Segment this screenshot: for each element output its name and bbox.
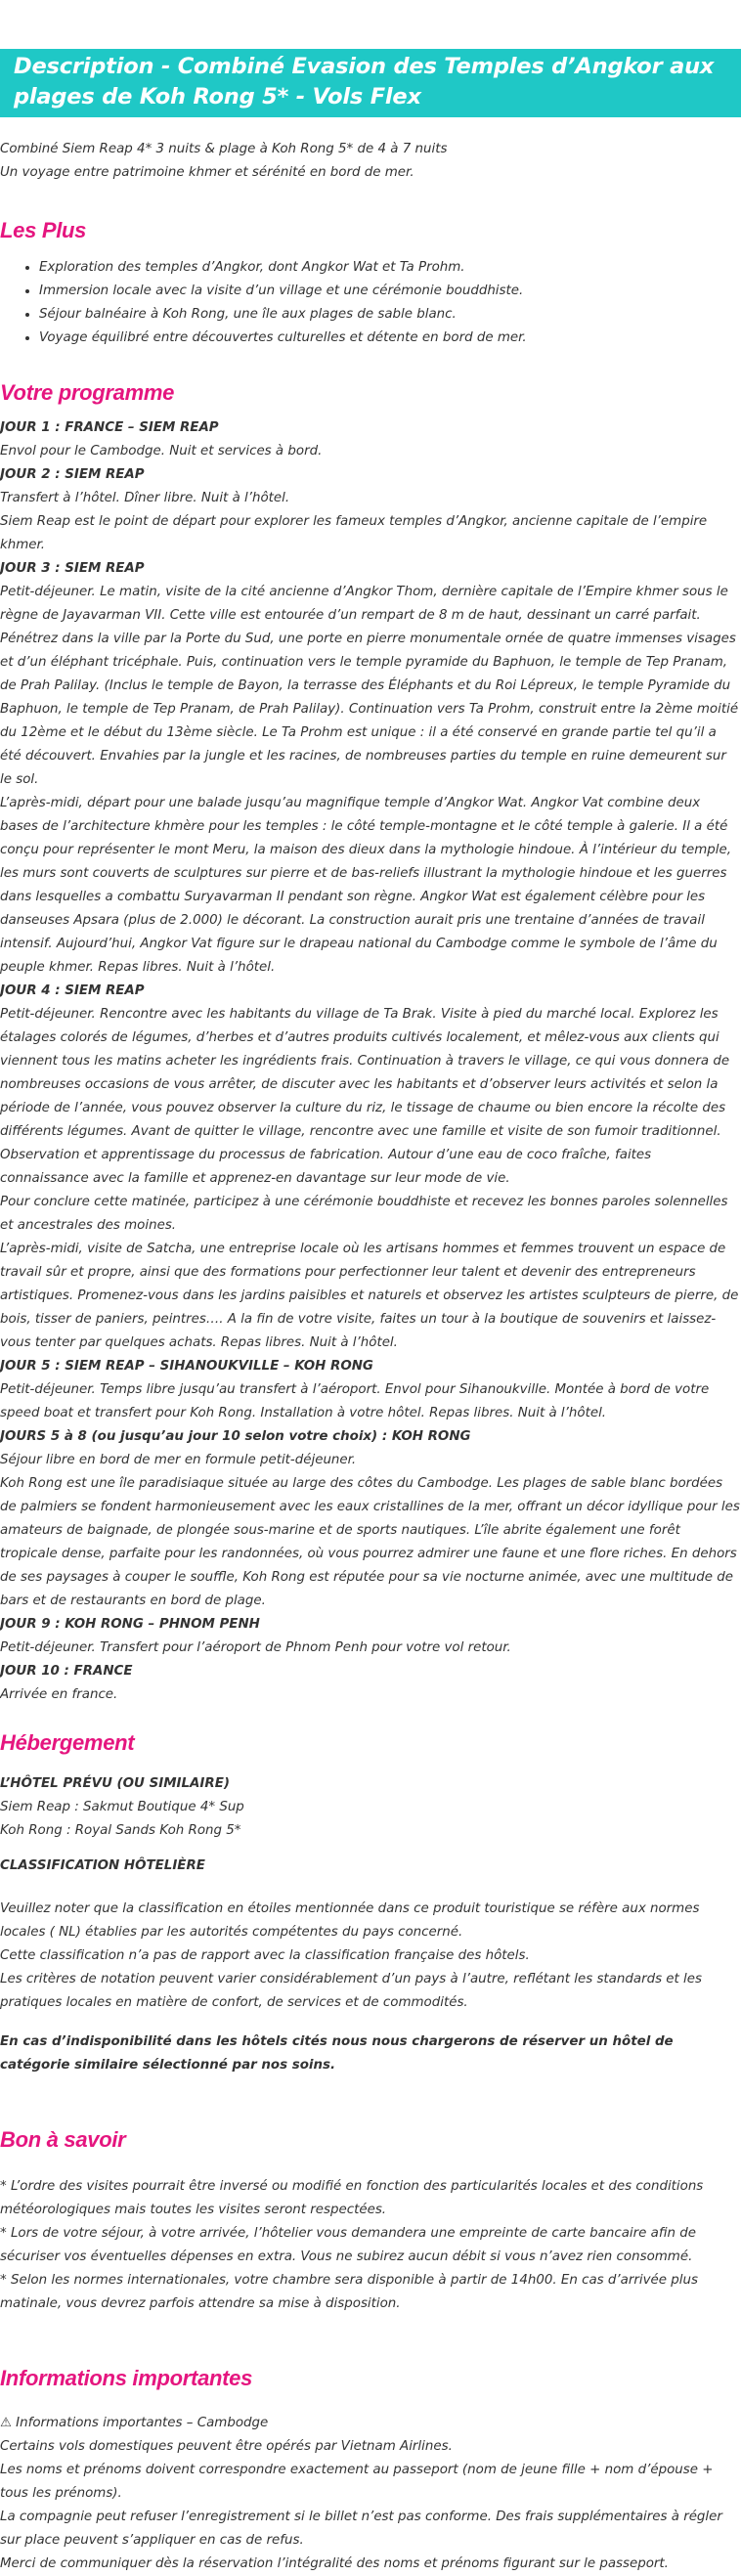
info-line: Certains vols domestiques peuvent être opérés par Vietnam Airlines. xyxy=(0,2439,453,2454)
programme-paragraph: Siem Reap est le point de départ pour explorer les fameux temples d’Angkor, ancienne capitale de l’empire khmer. xyxy=(0,514,708,552)
programme-paragraph: L’après-midi, visite de Satcha, une entreprise locale où les artisans hommes et femmes trouvent un espace de travail sûr et propre, ainsi que des formations pour perfectionner leur talent et devenir des entrepreneurs artistiques. Promenez-vous dans les jardins paisibles et naturels et observez les artistes sculpteurs de pierre, de bois, tisser de paniers, peintres…. A la fin de votre visite, faites un tour à la boutique de souvenirs et laissez-vous tenter par quelques achats. Repas libres. Nuit à l’hôtel. xyxy=(0,1242,739,1350)
programme-paragraph: Petit-déjeuner. Le matin, visite de la cité ancienne d’Angkor Thom, dernière capitale de l’Empire khmer sous le règne de Jayavarman VII. Cette ville est entourée d’un rempart de 8 m de haut, dessinant un carré parfait. Pénétrez dans la ville par la Porte du Sud, une porte en pierre monumentale ornée de quatre immenses visages et d’un éléphant tricéphale. Puis, continuation vers le temple pyramide du Baphuon, le temple de Tep Pranam, de Prah Palilay. (Inclus le temple de Bayon, la terrasse des Éléphants et du Roi Lépreux, le temple Pyramide du Baphuon, le temple de Tep Pranam, de Prah Palilay). Continuation vers Ta Prohm, construit entre la 2ème moitié du 12ème et le début du 13ème siècle. Le Ta Prohm est unique : il a été conservé en grande partie tel qu’il a été découvert. Envahies par la jungle et les racines, de nombreuses parties du temple en ruine demeurent sur le sol. xyxy=(0,585,739,787)
info-line: ⚠ Informations importantes – Cambodge xyxy=(0,2416,269,2430)
section-title-hebergement: Hébergement xyxy=(0,1730,135,1755)
classification-heading: CLASSIFICATION HÔTELIÈRE xyxy=(0,1858,205,1873)
programme-paragraph: Koh Rong est une île paradisiaque située au large des côtes du Cambodge. Les plages de sable blanc bordées de palmiers se fondent harmonieusement avec les eaux cristallines de la mer, offrant un décor idyllique pour les amateurs de baignade, de plongée sous-marine et de sports nautiques. L’île abrite également une forêt tropicale dense, parfaite pour les randonnées, où vous pourrez admirer une faune et une flore riches. En dehors de ses paysages à couper le souffle, Koh Rong est réputée pour sa vie nocturne animée, avec une multitude de bars et de restaurants en bord de plage. xyxy=(0,1476,740,1608)
programme-day-heading: JOUR 4 : SIEM REAP xyxy=(0,983,145,998)
product-description-page xyxy=(0,49,741,2576)
info-line: La compagnie peut refuser l’enregistrement si le billet n’est pas conforme. Des frais supplémentaires à régler sur place peuvent s’appliquer en cas de refus. xyxy=(0,2510,722,2548)
section-title-les-plus: Les Plus xyxy=(0,218,87,242)
hebergement-content xyxy=(0,1772,741,2077)
programme-paragraph: Petit-déjeuner. Rencontre avec les habitants du village de Ta Brak. Visite à pied du marché local. Explorez les étalages colorés de légumes, d’herbes et d’autres produits cultivés localement, et mêlez-vous aux clients qui viennent tous les matins acheter les ingrédients frais. Continuation à travers le village, ce qui vous donnera de nombreuses occasions de vous arrêter, de discuter avec les habitants et d’observer leurs activités et selon la période de l’année, vous pouvez observer la culture du riz, le tissage de chaume ou bien encore la récolte des différents légumes. Avant de quitter le village, rencontre avec une famille et visite de son fumoir traditionnel. Observation et apprentissage du processus de fabrication. Autour d’une eau de coco fraîche, faites connaissance avec la famille et apprenez-en davantage sur leur mode de vie. xyxy=(0,1007,730,1186)
programme-paragraph: Petit-déjeuner. Temps libre jusqu’au transfert à l’aéroport. Envol pour Sihanoukville. Montée à bord de votre speed boat et transfert pour Koh Rong. Installation à votre hôtel. Repas libres. Nuit à l’hôtel. xyxy=(0,1382,710,1420)
indisponibilite-note: En cas d’indisponibilité dans les hôtels cités nous nous chargerons de réserver un hôtel de catégorie similaire sélectionné par nos soins. xyxy=(0,2034,674,2073)
section-title-programme: Votre programme xyxy=(0,380,175,405)
info-line: Les noms et prénoms doivent correspondre exactement au passeport (nom de jeune fille + nom d’épouse + tous les prénoms). xyxy=(0,2463,714,2501)
programme-content xyxy=(0,416,741,1707)
list-item: • Séjour balnéaire à Koh Rong, une île aux plages de sable blanc. xyxy=(39,303,741,327)
list-item: • Exploration des temples d’Angkor, dont Angkor Wat et Ta Prohm. xyxy=(39,256,741,280)
programme-day-heading: JOUR 10 : FRANCE xyxy=(0,1664,133,1679)
bon-a-savoir-item: * Selon les normes internationales, votre chambre sera disponible à partir de 14h00. En cas d’arrivée plus matinale, vous devrez parfois attendre sa mise à disposition. xyxy=(0,2273,698,2311)
classification-text: Veuillez noter que la classification en étoiles mentionnée dans ce produit touristique se réfère aux normes locales ( NL) établies par les autorités compétentes du pays concerné. xyxy=(0,1901,700,1940)
list-item: • Immersion locale avec la visite d’un village et une cérémonie bouddhiste. xyxy=(39,280,741,303)
section-title-bon-a-savoir: Bon à savoir xyxy=(0,2127,126,2152)
programme-day-heading: JOUR 3 : SIEM REAP xyxy=(0,561,145,576)
hotel-line: Siem Reap : Sakmut Boutique 4* Sup xyxy=(0,1800,244,1814)
programme-day-heading: JOUR 5 : SIEM REAP – SIHANOUKVILLE – KOH RONG xyxy=(0,1359,373,1374)
section-title-informations: Informations importantes xyxy=(0,2366,253,2390)
bon-a-savoir-content xyxy=(0,2175,741,2316)
intro xyxy=(0,138,741,185)
programme-paragraph: Pour conclure cette matinée, participez à une cérémonie bouddhiste et recevez les bonnes paroles solennelles et ancestrales des moines. xyxy=(0,1195,728,1233)
les-plus-list xyxy=(0,256,741,350)
bon-a-savoir-item: * Lors de votre séjour, à votre arrivée, l’hôtelier vous demandera une empreinte de carte bancaire afin de sécuriser vos éventuelles dépenses en extra. Vous ne subirez aucun débit si vous n’avez rien consommé. xyxy=(0,2226,696,2264)
programme-paragraph: L’après-midi, départ pour une balade jusqu’au magnifique temple d’Angkor Wat. Angkor Vat combine deux bases de l’architecture khmère pour les temples : le côté temple-montagne et le côté temple à galerie. Il a été conçu pour représenter le mont Meru, la maison des dieux dans la mythologie hindoue. À l’intérieur du temple, les murs sont couverts de sculptures sur pierre et de bas-reliefs illustrant la mythologie hindoue et les guerres dans lesquelles a combattu Suryavarman II pendant son règne. Angkor Wat est également célèbre pour les danseuses Apsara (plus de 2.000) le décorant. La construction aurait pris une trentaine d’années de travail intensif. Aujourd’hui, Angkor Vat figure sur le drapeau national du Cambodge comme le symbole de l’âme du peuple khmer. Repas libres. Nuit à l’hôtel. xyxy=(0,796,731,975)
classification-text: Cette classification n’a pas de rapport avec la classification française des hôtels. xyxy=(0,1948,530,1963)
programme-day-heading: JOUR 2 : SIEM REAP xyxy=(0,467,145,482)
programme-day-heading: JOUR 1 : FRANCE – SIEM REAP xyxy=(0,420,219,435)
hotel-heading: L’HÔTEL PRÉVU (OU SIMILAIRE) xyxy=(0,1776,230,1791)
programme-paragraph: Envol pour le Cambodge. Nuit et services à bord. xyxy=(0,444,323,458)
page-title: Description - Combiné Evasion des Temples d’Angkor aux plages de Koh Rong 5* - Vols Flex xyxy=(0,49,741,117)
classification-text: Les critères de notation peuvent varier considérablement d’un pays à l’autre, reflétant les standards et les pratiques locales en matière de confort, de services et de commodités. xyxy=(0,1972,702,2010)
intro-line: Combiné Siem Reap 4* 3 nuits & plage à Koh Rong 5* de 4 à 7 nuits xyxy=(0,142,448,156)
programme-paragraph: Petit-déjeuner. Transfert pour l’aéroport de Phnom Penh pour votre vol retour. xyxy=(0,1640,511,1655)
programme-paragraph: Séjour libre en bord de mer en formule petit-déjeuner. xyxy=(0,1453,357,1467)
programme-day-heading: JOUR 9 : KOH RONG – PHNOM PENH xyxy=(0,1617,260,1632)
programme-paragraph: Arrivée en france. xyxy=(0,1687,118,1702)
programme-paragraph: Transfert à l’hôtel. Dîner libre. Nuit à l’hôtel. xyxy=(0,491,290,505)
intro-line: Un voyage entre patrimoine khmer et sérénité en bord de mer. xyxy=(0,165,414,180)
list-item: • Voyage équilibré entre découvertes culturelles et détente en bord de mer. xyxy=(39,327,741,350)
hotel-line: Koh Rong : Royal Sands Koh Rong 5* xyxy=(0,1823,241,1838)
programme-day-heading: JOURS 5 à 8 (ou jusqu’au jour 10 selon votre choix) : KOH RONG xyxy=(0,1429,471,1444)
bon-a-savoir-item: * L’ordre des visites pourrait être inversé ou modifié en fonction des particularités locales et des conditions météorologiques mais toutes les visites seront respectées. xyxy=(0,2179,704,2217)
informations-content xyxy=(0,2412,741,2576)
info-line: Merci de communiquer dès la réservation l’intégralité des noms et prénoms figurant sur le passeport. xyxy=(0,2556,669,2571)
